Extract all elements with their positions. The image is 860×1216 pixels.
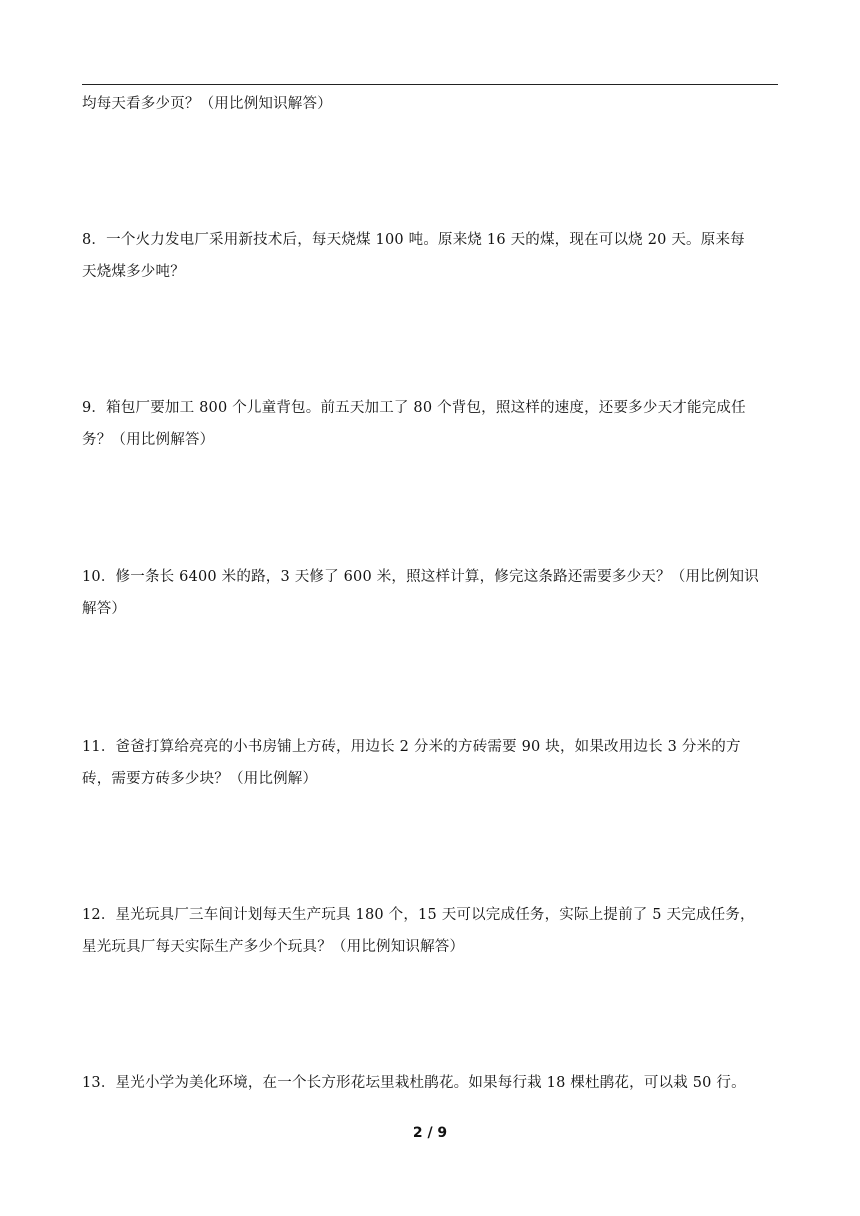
header-rule <box>82 84 778 85</box>
problem-10-line-1: 10．修一条长 6400 米的路，3 天修了 600 米，照这样计算，修完这条路还需要多少天？（用比例知识 <box>82 569 759 585</box>
problem-12-line-2: 星光玩具厂每天实际生产多少个玩具？（用比例知识解答） <box>82 939 465 955</box>
problem-11-line-2: 砖，需要方砖多少块？（用比例解） <box>82 771 318 787</box>
problem-12-line-1: 12．星光玩具厂三车间计划每天生产玩具 180 个，15 天可以完成任务，实际上提前了 5 天完成任务， <box>82 907 755 923</box>
problem-10-line-2: 解答） <box>82 601 127 617</box>
continued-question-text: 均每天看多少页？（用比例知识解答） <box>82 96 332 112</box>
page-number: 2 / 9 <box>412 1125 448 1141</box>
problem-8-line-1: 8．一个火力发电厂采用新技术后，每天烧煤 100 吨。原来烧 16 天的煤，现在可以烧 20 天。原来每 <box>82 232 745 248</box>
problem-9-line-2: 务？（用比例解答） <box>82 432 215 448</box>
problem-9-line-1: 9．箱包厂要加工 800 个儿童背包。前五天加工了 80 个背包，照这样的速度，还要多少天才能完成任 <box>82 400 746 416</box>
problem-13-line-1: 13．星光小学为美化环境，在一个长方形花坛里栽杜鹃花。如果每行栽 18 棵杜鹃花，可以栽 50 行。 <box>82 1075 746 1091</box>
problem-11-line-1: 11．爸爸打算给亮亮的小书房铺上方砖，用边长 2 分米的方砖需要 90 块，如果改用边长 3 分米的方 <box>82 739 741 755</box>
problem-8-line-2: 天烧煤多少吨？ <box>82 264 185 280</box>
